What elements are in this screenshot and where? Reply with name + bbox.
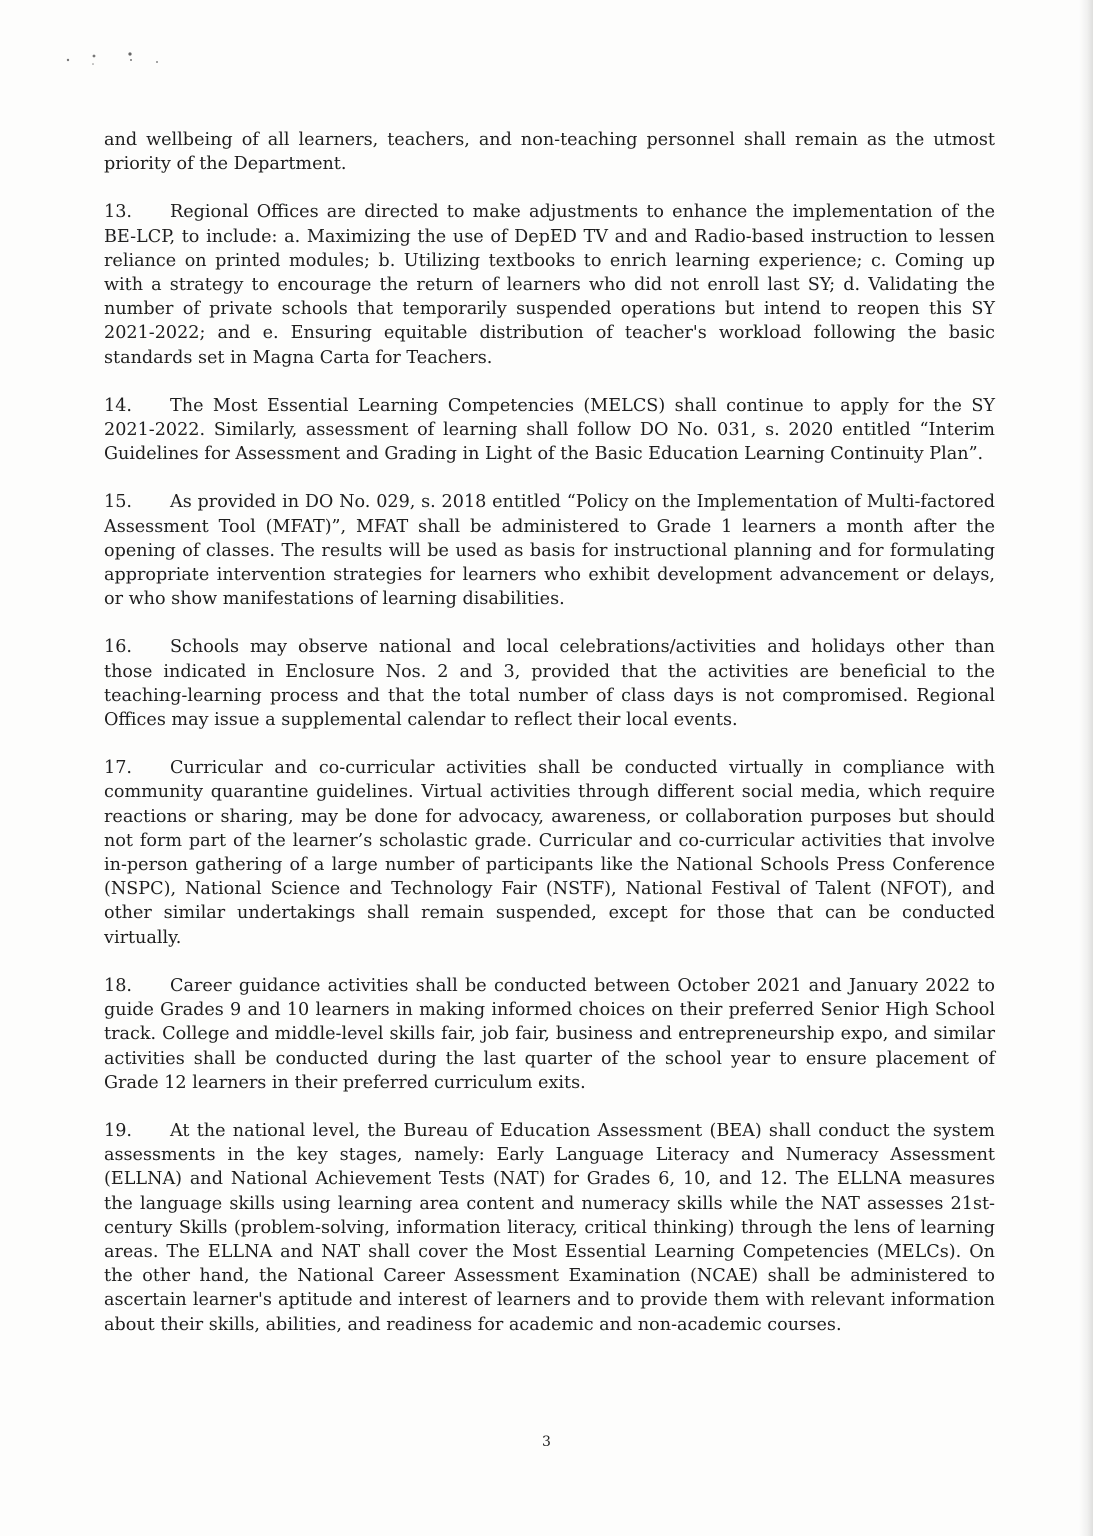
paragraph-number: 19. (104, 1120, 132, 1141)
paragraph-13 (104, 200, 995, 369)
paragraph-number: 18. (104, 975, 132, 996)
paragraph-text: The Most Essential Learning Competencies (MELCS) shall continue to apply for the SY 2021-2022. Similarly, assessment of learning shall follow DO No. 031, s. 2020 entitled “Interim Guidelines for Assessment and Grading in Light of the Basic Education Learning Continuity Plan”. (104, 395, 995, 465)
paragraph-number: 15. (104, 492, 132, 513)
intro-paragraph: and wellbeing of all learners, teachers, and non-teaching personnel shall remain as the utmost priority of the Department. (104, 130, 995, 175)
paragraph-number: 16. (104, 637, 132, 658)
paragraph-16 (104, 635, 995, 732)
paragraph-number: 17. (104, 758, 132, 779)
paragraph-14 (104, 394, 995, 467)
paragraph-15 (104, 490, 995, 611)
document-body (104, 128, 995, 1361)
paragraph-text: Regional Offices are directed to make adjustments to enhance the implementation of the BE-LCP, to include: a. Maximizing the use of DepED TV and and Radio-based instruction to lessen reliance on printed modules; b. Utilizing textbooks to enrich learning experience; c. Coming up with a strategy to encourage the return of learners who did not enroll last SY; d. Validating the number of private schools that temporarily suspended operations but intend to reopen this SY 2021-2022; and e. Ensuring equitable distribution of teacher's workload following the basic standards set in Magna Carta for Teachers. (104, 202, 995, 368)
paragraph-19 (104, 1119, 995, 1337)
scan-specks (60, 40, 180, 80)
page-edge-shadow (1079, 0, 1093, 1536)
paragraph-18 (104, 974, 995, 1095)
paragraph-text: As provided in DO No. 029, s. 2018 entitled “Policy on the Implementation of Multi-factored Assessment Tool (MFAT)”, MFAT shall be administered to Grade 1 learners a month after the opening of classes. The results will be used as basis for instructional planning and for formulating appropriate intervention strategies for learners who exhibit development advancement or delays, or who show manifestations of learning disabilities. (104, 492, 995, 610)
paragraph-17 (104, 756, 995, 950)
paragraph-text: At the national level, the Bureau of Education Assessment (BEA) shall conduct the system assessments in the key stages, namely: Early Language Literacy and Numeracy Assessment (ELLNA) and National Achievement Tests (NAT) for Grades 6, 10, and 12. The ELLNA measures the language skills using learning area content and numeracy skills while the NAT assesses 21st-century Skills (problem-solving, information literacy, critical thinking) through the lens of learning areas. The ELLNA and NAT shall cover the Most Essential Learning Competencies (MELCs). On the other hand, the National Career Assessment Examination (NCAE) shall be administered to ascertain learner's aptitude and interest of learners and to provide them with relevant information about their skills, abilities, and readiness for academic and non-academic courses. (104, 1120, 995, 1335)
paragraph-number: 13. (104, 202, 132, 223)
paragraph-text: Schools may observe national and local celebrations/activities and holidays other than those indicated in Enclosure Nos. 2 and 3, provided that the activities are beneficial to the teaching-learning process and that the total number of class days is not compromised. Regional Offices may issue a supplemental calendar to reflect their local events. (104, 637, 995, 731)
paragraph-number: 14. (104, 395, 132, 416)
page-number: 3 (542, 1434, 551, 1450)
paragraph-text: Career guidance activities shall be conducted between October 2021 and January 2022 to guide Grades 9 and 10 learners in making informed choices on their preferred Senior High School track. College and middle-level skills fair, job fair, business and entrepreneurship expo, and similar activities shall be conducted during the last quarter of the school year to ensure placement of Grade 12 learners in their preferred curriculum exits. (104, 975, 995, 1093)
paragraph-text: Curricular and co-curricular activities shall be conducted virtually in compliance with community quarantine guidelines. Virtual activities through different social media, which require reactions or sharing, may be done for advocacy, awareness, or collaboration purposes but should not form part of the learner’s scholastic grade. Curricular and co-curricular activities that involve in-person gathering of a large number of participants like the National Schools Press Conference (NSPC), National Science and Technology Fair (NSTF), National Festival of Talent (NFOT), and other similar undertakings shall remain suspended, except for those that can be conducted virtually. (104, 758, 995, 948)
